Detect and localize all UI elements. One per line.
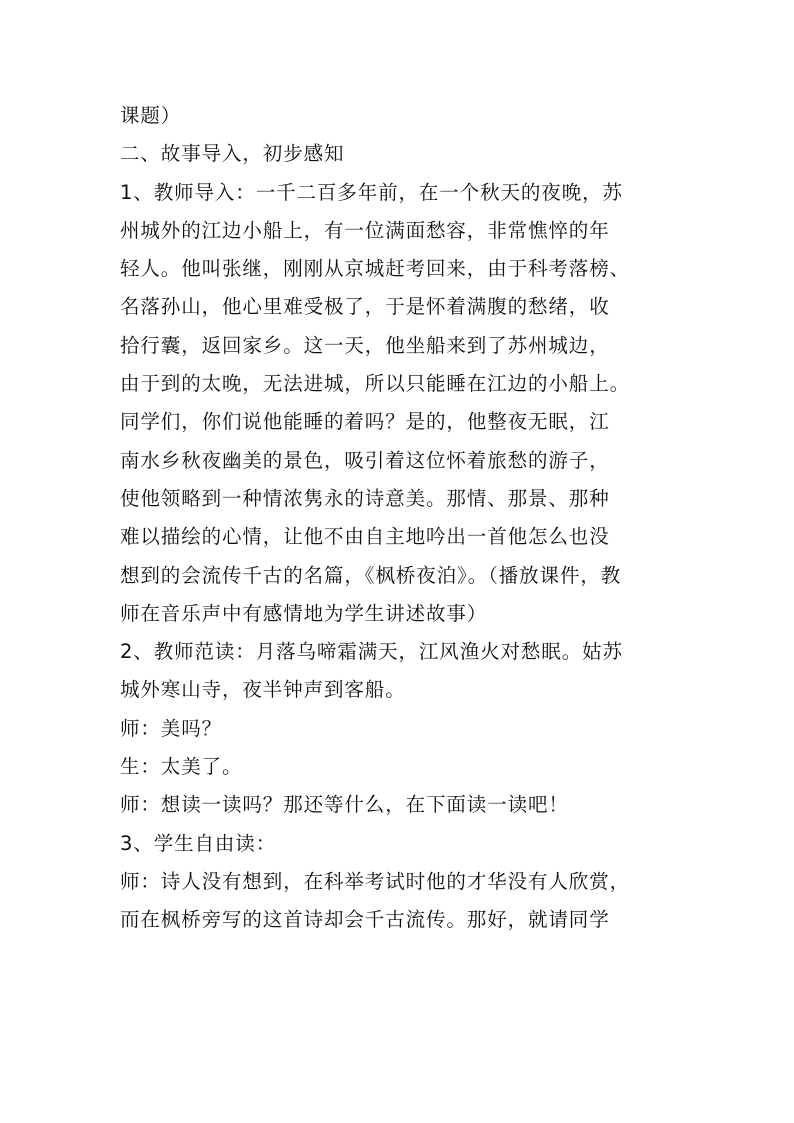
text-line: 3、学生自由读：	[120, 831, 277, 855]
text-line: 城外寒山寺，夜半钟声到客船。	[120, 678, 406, 702]
text-line: 轻人。他叫张继，刚刚从京城赶考回来，由于科考落榜、	[120, 257, 631, 281]
text-line: 难以描绘的心情，让他不由自主地吟出一首他怎么也没	[120, 525, 610, 549]
section-heading: 二、故事导入，初步感知	[120, 142, 345, 166]
document-page	[120, 100, 680, 943]
text-line: 南水乡秋夜幽美的景色，吸引着这位怀着旅愁的游子，	[120, 448, 610, 472]
text-line: 由于到的太晚，无法进城，所以只能睡在江边的小船上。	[120, 372, 631, 396]
text-line: 使他领略到一种情浓隽永的诗意美。那情、那景、那种	[120, 486, 610, 510]
dialogue-line: 生：太美了。	[120, 755, 243, 779]
text-line: 名落孙山，他心里难受极了，于是怀着满腹的愁绪，收	[120, 295, 610, 319]
text-line: 而在枫桥旁写的这首诗却会千古流传。那好，就请同学	[120, 908, 610, 932]
text-line: 同学们，你们说他能睡的着吗？是的，他整夜无眠，江	[120, 410, 610, 434]
dialogue-line: 师：美吗？	[120, 716, 223, 740]
text-line: 州城外的江边小船上，有一位满面愁容，非常憔悴的年	[120, 218, 610, 242]
dialogue-line: 师：诗人没有想到，在科举考试时他的才华没有人欣赏，	[120, 869, 631, 893]
text-line: 师在音乐声中有感情地为学生讲述故事）	[120, 601, 488, 625]
text-line: 2、教师范读：月落乌啼霜满天，江风渔火对愁眠。姑苏	[120, 640, 623, 664]
text-line: 想到的会流传千古的名篇，《枫桥夜泊》。（播放课件，教	[120, 563, 622, 587]
text-line: 1、教师导入：一千二百多年前，在一个秋天的夜晚，苏	[120, 180, 623, 204]
text-line: 课题）	[120, 104, 182, 127]
text-line: 拾行囊，返回家乡。这一天，他坐船来到了苏州城边，	[120, 333, 610, 357]
dialogue-line: 师：想读一读吗？那还等什么，在下面读一读吧！	[120, 793, 569, 817]
